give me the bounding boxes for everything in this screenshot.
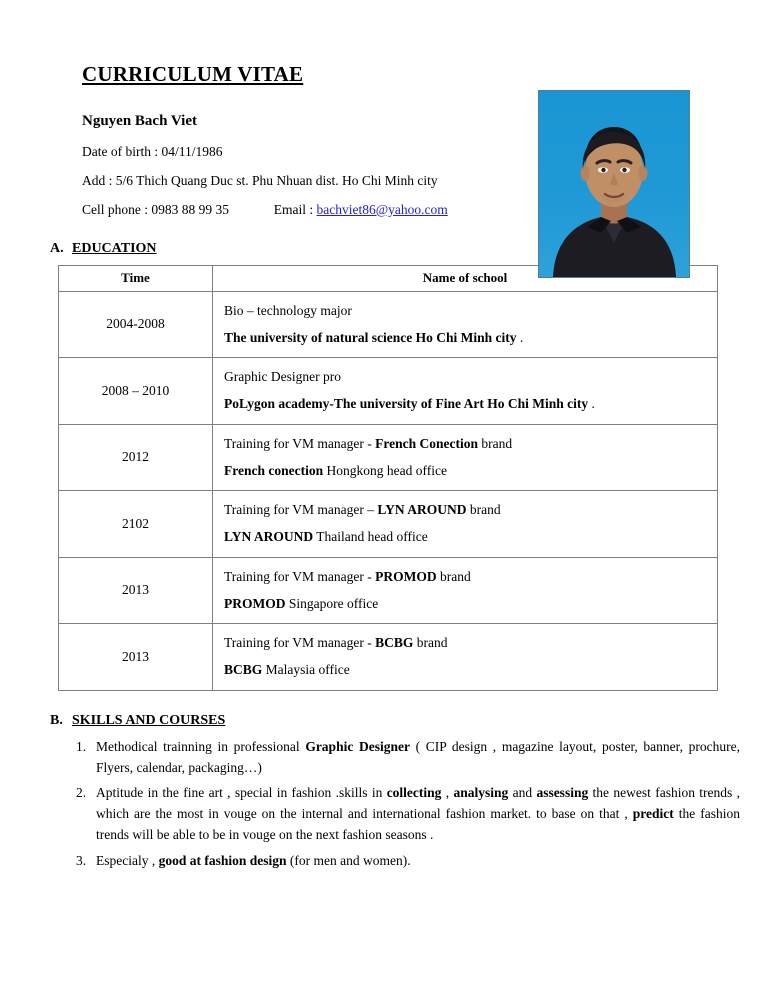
list-item <box>50 851 740 872</box>
cell-time: 2013 <box>59 624 213 691</box>
table-row <box>59 358 718 425</box>
skill-text: and <box>508 785 537 801</box>
personal-info-block <box>82 113 542 219</box>
school-line-1 <box>224 367 717 387</box>
portrait-photo <box>538 90 690 278</box>
column-header-school: Name of school <box>213 265 718 291</box>
school-line-1-tail: brand <box>436 568 471 584</box>
skill-text: the newest fashion trends , which are the most in vouge on the internal and international fashion market. to base on that , <box>96 785 740 822</box>
school-line-1-bold: French Conection <box>375 435 478 451</box>
cell-time: 2013 <box>59 557 213 624</box>
school-line-2 <box>224 660 717 680</box>
school-line-2-bold: The university of natural science Ho Chi Minh city <box>224 329 517 345</box>
skill-bold: assessing <box>536 785 589 801</box>
school-line-2 <box>224 328 717 348</box>
skill-bold: good at fashion design <box>158 853 287 869</box>
table-row <box>59 291 718 358</box>
school-line-2-bold: French conection <box>224 462 324 478</box>
portrait-photo-image <box>539 91 689 277</box>
skill-text: Especialy , <box>96 853 159 869</box>
section-heading-skills <box>50 713 718 729</box>
skill-text: (for men and women). <box>286 853 411 869</box>
person-dob: Date of birth : 04/11/1986 <box>82 144 223 159</box>
school-line-1-bold: BCBG <box>375 635 414 651</box>
school-line-1 <box>224 567 717 587</box>
school-line-2-bold: PROMOD <box>224 595 286 611</box>
school-line-1-bold: PROMOD <box>375 568 437 584</box>
section-label-skills: SKILLS AND COURSES <box>72 712 226 728</box>
cell-school <box>213 291 718 358</box>
table-row <box>59 624 718 691</box>
section-letter-b: B. <box>50 712 63 728</box>
skill-bold: Graphic Designer <box>305 738 410 754</box>
cell-school <box>213 491 718 558</box>
skill-text: Methodical trainning in professional <box>96 738 306 754</box>
table-row <box>59 491 718 558</box>
email-label: Email : <box>273 201 314 217</box>
table-row <box>59 557 718 624</box>
school-line-1-text: Training for VM manager - <box>224 435 376 451</box>
skill-bold: collecting <box>386 785 442 801</box>
cell-school <box>213 557 718 624</box>
school-line-1-text: Training for VM manager - <box>224 568 376 584</box>
school-line-2-text: Malaysia office <box>262 662 350 678</box>
school-line-1-text: Training for VM manager – <box>224 502 378 518</box>
skills-list <box>50 737 740 873</box>
list-item <box>50 737 740 779</box>
skill-bold: predict <box>632 806 674 822</box>
school-line-2-bold: LYN AROUND <box>224 529 314 545</box>
cell-time: 2004-2008 <box>59 291 213 358</box>
cell-school <box>213 624 718 691</box>
school-line-2-bold: PoLygon academy-The university of Fine Art Ho Chi Minh city <box>224 396 589 412</box>
school-line-2 <box>224 394 717 414</box>
school-line-1-text: Training for VM manager - <box>224 635 376 651</box>
skill-text: Aptitude in the fine art , special in fashion .skills in <box>96 785 387 801</box>
school-line-2-text: . <box>516 329 524 345</box>
cell-school <box>213 424 718 491</box>
list-item <box>50 783 740 846</box>
cell-time: 2012 <box>59 424 213 491</box>
school-line-2-bold: BCBG <box>224 662 263 678</box>
skill-text: ( CIP design , magazine layout, poster, banner, prochure, Flyers, calendar, packaging…) <box>96 738 740 775</box>
school-line-2 <box>224 594 717 614</box>
cell-time: 2102 <box>59 491 213 558</box>
cell-time: 2008 – 2010 <box>59 358 213 425</box>
school-line-2-text: . <box>588 396 595 412</box>
skill-bold: analysing <box>453 785 509 801</box>
school-line-1-text: Graphic Designer pro <box>224 369 341 385</box>
school-line-1 <box>224 633 717 653</box>
school-line-1-bold: LYN AROUND <box>377 502 467 518</box>
person-phone: Cell phone : 0983 88 99 35 <box>82 201 229 217</box>
section-label-education: EDUCATION <box>72 240 157 256</box>
person-address: Add : 5/6 Thich Quang Duc st. Phu Nhuan dist. Ho Chi Minh city <box>82 172 438 188</box>
school-line-1-tail: brand <box>413 635 448 651</box>
section-letter-a: A. <box>50 240 64 256</box>
table-row <box>59 424 718 491</box>
school-line-2-text: Singapore office <box>285 595 379 611</box>
email-link[interactable]: bachviet86@yahoo.com <box>316 201 448 217</box>
school-line-2 <box>224 527 717 547</box>
person-name: Nguyen Bach Viet <box>82 113 198 129</box>
school-line-1-tail: brand <box>477 435 513 451</box>
skill-text: the fashion trends will be able to be in vouge on the next fashion seasons . <box>96 806 740 843</box>
school-line-2-text: Hongkong head office <box>323 462 447 478</box>
school-line-2 <box>224 461 717 481</box>
school-line-1 <box>224 434 717 454</box>
cell-school <box>213 358 718 425</box>
skill-text: , <box>441 785 454 801</box>
education-table <box>58 265 718 691</box>
school-line-2-text: Thailand head office <box>313 529 428 545</box>
column-header-time: Time <box>59 265 213 291</box>
page-title: CURRICULUM VITAE <box>82 62 304 86</box>
school-line-1-text: Bio – technology major <box>224 302 352 318</box>
school-line-1 <box>224 301 717 321</box>
school-line-1-tail: brand <box>466 502 501 518</box>
school-line-1 <box>224 500 717 520</box>
person-contact <box>82 202 542 219</box>
